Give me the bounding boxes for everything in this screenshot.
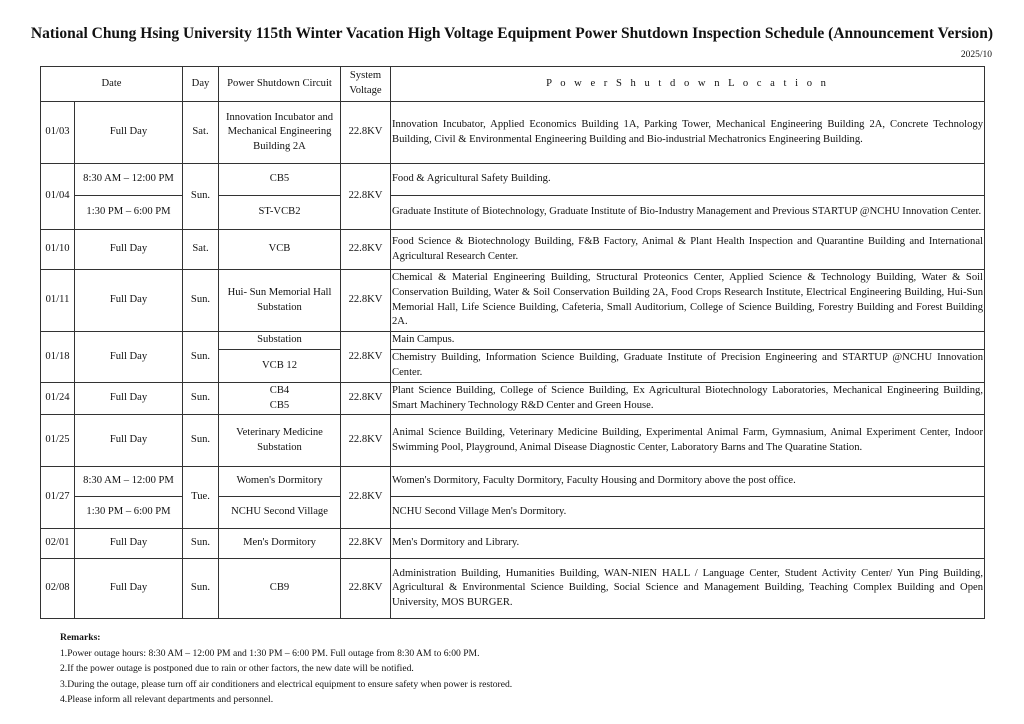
table-row: [41, 529, 985, 559]
row-time: Full Day: [75, 529, 183, 559]
circuit-line: CB5: [269, 399, 290, 411]
row-voltage: 22.8KV: [341, 529, 391, 559]
row-time: Full Day: [75, 332, 183, 383]
table-row: [41, 383, 985, 415]
row-circuit: VCB 12: [219, 350, 341, 383]
row-time: Full Day: [75, 102, 183, 164]
row-time: Full Day: [75, 383, 183, 415]
header-day: Day: [183, 67, 219, 102]
row-location: Food Science & Biotechnology Building, F&B Factory, Animal & Plant Health Inspection and Quarantine Building and International Agricultural Research Center.: [391, 230, 985, 270]
row-location: Chemical & Material Engineering Building, Structural Proteonics Center, Applied Science & Technology Building, Water & Soil Conservation Building, Water & Soil Conservation Building 2A, Food Crops Research Institute, Electrical Engineering Building, Hui-Sun Memorial Hall, Life Science Building, Cafeteria, Small Auditorium, College of Science Building, Forestry Building and Forest Building 2A.: [391, 270, 985, 332]
row-voltage: 22.8KV: [341, 559, 391, 619]
row-location: Women's Dormitory, Faculty Dormitory, Faculty Housing and Dormitory above the post office.: [391, 467, 985, 497]
row-voltage: 22.8KV: [341, 230, 391, 270]
row-circuit: Women's Dormitory: [219, 467, 341, 497]
row-date: 01/24: [41, 383, 75, 415]
remark-item: 2.If the power outage is postponed due to rain or other factors, the new date will be notified.: [60, 663, 414, 675]
table-row: [41, 332, 985, 350]
table-row: [41, 415, 985, 467]
row-day: Sun.: [183, 383, 219, 415]
row-date: 01/11: [41, 270, 75, 332]
table-row: [41, 230, 985, 270]
row-location: Food & Agricultural Safety Building.: [391, 164, 985, 196]
row-circuit: NCHU Second Village: [219, 497, 341, 529]
row-time: Full Day: [75, 415, 183, 467]
row-location: Innovation Incubator, Applied Economics Building 1A, Parking Tower, Mechanical Engineering Building 2A, Concrete Technology Building, Civil & Environmental Engineering Building and Bio-industrial Mechatronics Engineering Building.: [391, 102, 985, 164]
row-circuit: Hui- Sun Memorial Hall Substation: [219, 270, 341, 332]
row-time: Full Day: [75, 559, 183, 619]
row-location: Men's Dormitory and Library.: [391, 529, 985, 559]
remark-item: 3.During the outage, please turn off air conditioners and electrical equipment to ensure safety when power is restored.: [60, 678, 513, 690]
table-row: [41, 270, 985, 332]
shutdown-schedule-table: [40, 66, 985, 619]
table-row: [41, 467, 985, 497]
row-location: Graduate Institute of Biotechnology, Graduate Institute of Bio-Industry Management and Previous STARTUP @NCHU Innovation Center.: [391, 196, 985, 230]
row-date: 01/25: [41, 415, 75, 467]
row-time: 1:30 PM – 6:00 PM: [75, 497, 183, 529]
row-day: Sun.: [183, 415, 219, 467]
table-row: [41, 559, 985, 619]
table-row: [41, 164, 985, 196]
row-time: 8:30 AM – 12:00 PM: [75, 467, 183, 497]
row-day: Sun.: [183, 164, 219, 230]
header-circuit: Power Shutdown Circuit: [219, 67, 341, 102]
row-circuit: Innovation Incubator and Mechanical Engineering Building 2A: [219, 102, 341, 164]
header-date: Date: [41, 67, 183, 102]
row-date: 01/10: [41, 230, 75, 270]
circuit-line: CB4: [269, 385, 290, 396]
document-date: 2025/10: [960, 50, 992, 60]
row-circuit: [219, 383, 341, 415]
row-location: Animal Science Building, Veterinary Medicine Building, Experimental Animal Farm, Gymnasium, Animal Experiment Center, Indoor Swimming Pool, Playground, Animal Disease Diagnostic Center, Laboratory Barns and The Quaratine Station.: [391, 415, 985, 467]
row-day: Sun.: [183, 270, 219, 332]
row-location: NCHU Second Village Men's Dormitory.: [391, 497, 985, 529]
header-location: P o w e r S h u t d o w n L o c a t i o n: [391, 67, 985, 102]
row-circuit: VCB: [219, 230, 341, 270]
row-voltage: 22.8KV: [341, 383, 391, 415]
row-circuit: Veterinary Medicine Substation: [219, 415, 341, 467]
row-location: Plant Science Building, College of Science Building, Ex Agricultural Biotechnology Laboratories, Mechanical Engineering Building, Smart Machinery Technology R&D Center and Green House.: [391, 383, 985, 415]
row-time: Full Day: [75, 230, 183, 270]
row-time: 1:30 PM – 6:00 PM: [75, 196, 183, 230]
row-voltage: 22.8KV: [341, 164, 391, 230]
row-date: 01/18: [41, 332, 75, 383]
row-date: 01/03: [41, 102, 75, 164]
row-day: Sun.: [183, 559, 219, 619]
table-row: [41, 196, 985, 230]
row-voltage: 22.8KV: [341, 415, 391, 467]
row-location: Administration Building, Humanities Building, WAN-NIEN HALL / Language Center, Student Activity Center/ Yun Ping Building, Agricultural & Environmental Science Building, Social Science and Management Building, Teaching Complex Building and Open University, MOS BURGER.: [391, 559, 985, 619]
row-voltage: 22.8KV: [341, 102, 391, 164]
row-day: Sun.: [183, 529, 219, 559]
row-voltage: 22.8KV: [341, 270, 391, 332]
row-day: Tue.: [183, 467, 219, 529]
row-time: Full Day: [75, 270, 183, 332]
row-day: Sun.: [183, 332, 219, 383]
row-circuit: ST-VCB2: [219, 196, 341, 230]
remark-item: 1.Power outage hours: 8:30 AM – 12:00 PM and 1:30 PM – 6:00 PM. Full outage from 8:30 AM to 6:00 PM.: [60, 647, 480, 659]
row-circuit: CB5: [219, 164, 341, 196]
row-location: Chemistry Building, Information Science Building, Graduate Institute of Precision Engineering and STARTUP @NCHU Innovation Center.: [391, 350, 985, 383]
row-time: 8:30 AM – 12:00 PM: [75, 164, 183, 196]
row-circuit: Men's Dormitory: [219, 529, 341, 559]
row-day: Sat.: [183, 230, 219, 270]
row-date: 02/08: [41, 559, 75, 619]
row-voltage: 22.8KV: [341, 332, 391, 383]
table-row: [41, 102, 985, 164]
row-date: 01/04: [41, 164, 75, 230]
row-voltage: 22.8KV: [341, 467, 391, 529]
header-voltage: System Voltage: [341, 67, 391, 102]
row-circuit: CB9: [219, 559, 341, 619]
row-location: Main Campus.: [391, 332, 985, 350]
table-row: [41, 497, 985, 529]
row-date: 02/01: [41, 529, 75, 559]
row-day: Sat.: [183, 102, 219, 164]
remark-item: 4.Please inform all relevant departments and personnel.: [60, 694, 274, 706]
row-date: 01/27: [41, 467, 75, 529]
table-header-row: [41, 67, 985, 102]
row-circuit: Substation: [219, 332, 341, 350]
remarks-title: Remarks:: [60, 632, 101, 643]
remarks-section: [60, 630, 512, 708]
page-title: National Chung Hsing University 115th Winter Vacation High Voltage Equipment Power Shutdown Inspection Schedule (Announcement Version): [30, 25, 994, 42]
